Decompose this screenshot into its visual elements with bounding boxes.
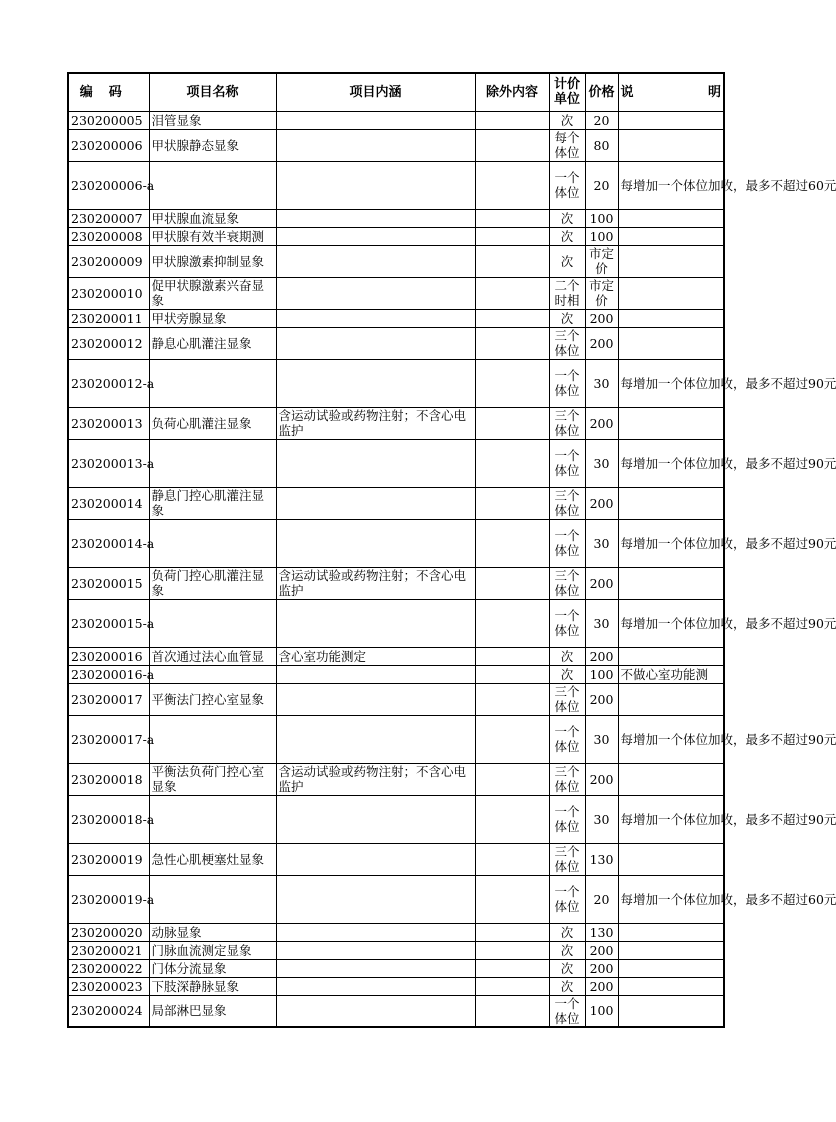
header-row (68, 73, 724, 111)
cell-note (618, 941, 724, 959)
cell-unit: 每个体位 (549, 129, 585, 161)
cell-unit: 一个体位 (549, 161, 585, 209)
header-note (618, 73, 724, 111)
cell-name: 下肢深静脉显象 (149, 977, 276, 995)
cell-price: 市定价 (585, 277, 618, 309)
table-row (68, 647, 724, 665)
cell-note (618, 209, 724, 227)
cell-content (276, 309, 475, 327)
cell-price: 20 (585, 875, 618, 923)
cell-note: 不做心室功能测 (618, 665, 724, 683)
cell-name: 泪管显象 (149, 111, 276, 129)
cell-exclude (475, 599, 549, 647)
cell-exclude (475, 995, 549, 1027)
cell-code: 230200014 (68, 487, 149, 519)
cell-note (618, 129, 724, 161)
table-row (68, 327, 724, 359)
cell-price: 市定价 (585, 245, 618, 277)
cell-content (276, 359, 475, 407)
table-row (68, 875, 724, 923)
cell-exclude (475, 487, 549, 519)
cell-exclude (475, 795, 549, 843)
cell-price: 130 (585, 923, 618, 941)
cell-code: 230200009 (68, 245, 149, 277)
cell-code: 230200021 (68, 941, 149, 959)
cell-exclude (475, 327, 549, 359)
cell-note (618, 309, 724, 327)
cell-code: 230200023 (68, 977, 149, 995)
cell-name: 促甲状腺激素兴奋显象 (149, 277, 276, 309)
cell-exclude (475, 647, 549, 665)
cell-note (618, 227, 724, 245)
cell-note (618, 277, 724, 309)
cell-note (618, 683, 724, 715)
cell-price: 130 (585, 843, 618, 875)
cell-content (276, 977, 475, 995)
cell-note (618, 407, 724, 439)
cell-name: 平衡法门控心室显象 (149, 683, 276, 715)
cell-price: 20 (585, 161, 618, 209)
cell-content (276, 959, 475, 977)
cell-exclude (475, 683, 549, 715)
table-row (68, 309, 724, 327)
cell-price: 30 (585, 439, 618, 487)
cell-exclude (475, 359, 549, 407)
cell-content (276, 715, 475, 763)
cell-name: 静息心肌灌注显象 (149, 327, 276, 359)
cell-code: 230200015-a (68, 599, 149, 647)
cell-price: 200 (585, 407, 618, 439)
price-table (67, 72, 836, 1028)
cell-name: 平衡法负荷门控心室显象 (149, 763, 276, 795)
cell-exclude (475, 941, 549, 959)
table-row (68, 129, 724, 161)
cell-price: 100 (585, 209, 618, 227)
cell-unit: 三个体位 (549, 487, 585, 519)
cell-content (276, 327, 475, 359)
cell-code: 230200011 (68, 309, 149, 327)
cell-code: 230200020 (68, 923, 149, 941)
cell-code: 230200012 (68, 327, 149, 359)
cell-exclude (475, 309, 549, 327)
cell-price: 200 (585, 567, 618, 599)
cell-note (618, 567, 724, 599)
cell-unit: 次 (549, 959, 585, 977)
cell-exclude (475, 959, 549, 977)
cell-name: 急性心肌梗塞灶显象 (149, 843, 276, 875)
cell-note (618, 959, 724, 977)
cell-code: 230200013-a (68, 439, 149, 487)
cell-exclude (475, 665, 549, 683)
cell-note (618, 245, 724, 277)
cell-code: 230200007 (68, 209, 149, 227)
cell-name: 甲状腺血流显象 (149, 209, 276, 227)
cell-content (276, 161, 475, 209)
cell-name: 首次通过法心血管显 (149, 647, 276, 665)
cell-price: 30 (585, 519, 618, 567)
cell-name (149, 875, 276, 923)
cell-price: 200 (585, 683, 618, 715)
cell-unit: 一个体位 (549, 715, 585, 763)
cell-unit: 次 (549, 209, 585, 227)
cell-code: 230200017-a (68, 715, 149, 763)
cell-code: 230200018 (68, 763, 149, 795)
cell-note (618, 977, 724, 995)
cell-price: 100 (585, 995, 618, 1027)
cell-exclude (475, 129, 549, 161)
cell-price: 200 (585, 941, 618, 959)
cell-code: 230200014-a (68, 519, 149, 567)
cell-name (149, 715, 276, 763)
cell-code: 230200019-a (68, 875, 149, 923)
cell-code: 230200024 (68, 995, 149, 1027)
cell-note: 每增加一个体位加收，最多不超过90元 (618, 519, 724, 567)
cell-code: 230200019 (68, 843, 149, 875)
cell-note (618, 327, 724, 359)
header-unit: 计价单位 (549, 73, 585, 111)
cell-name: 甲状旁腺显象 (149, 309, 276, 327)
cell-name: 门脉血流测定显象 (149, 941, 276, 959)
cell-content (276, 995, 475, 1027)
cell-price: 200 (585, 487, 618, 519)
cell-unit: 三个体位 (549, 407, 585, 439)
table-row (68, 487, 724, 519)
table-row (68, 683, 724, 715)
cell-price: 200 (585, 763, 618, 795)
cell-exclude (475, 277, 549, 309)
cell-price: 30 (585, 795, 618, 843)
cell-name (149, 161, 276, 209)
table-row (68, 407, 724, 439)
cell-code: 230200017 (68, 683, 149, 715)
table-row (68, 977, 724, 995)
cell-unit: 一个体位 (549, 359, 585, 407)
cell-code: 230200010 (68, 277, 149, 309)
cell-note (618, 111, 724, 129)
cell-content (276, 487, 475, 519)
cell-exclude (475, 875, 549, 923)
cell-content (276, 111, 475, 129)
cell-content: 含心室功能测定 (276, 647, 475, 665)
cell-name (149, 795, 276, 843)
header-code: 编码 (68, 73, 149, 111)
cell-name: 静息门控心肌灌注显象 (149, 487, 276, 519)
table-row (68, 227, 724, 245)
cell-name: 负荷心肌灌注显象 (149, 407, 276, 439)
cell-note: 每增加一个体位加收，最多不超过90元 (618, 359, 724, 407)
cell-name (149, 439, 276, 487)
header-price: 价格 (585, 73, 618, 111)
cell-note (618, 487, 724, 519)
cell-price: 200 (585, 647, 618, 665)
table-row (68, 209, 724, 227)
cell-price: 100 (585, 227, 618, 245)
cell-name (149, 665, 276, 683)
table-row (68, 567, 724, 599)
cell-price: 80 (585, 129, 618, 161)
cell-name: 负荷门控心肌灌注显象 (149, 567, 276, 599)
cell-exclude (475, 227, 549, 245)
cell-exclude (475, 209, 549, 227)
cell-content (276, 599, 475, 647)
table-row (68, 665, 724, 683)
cell-content: 含运动试验或药物注射；不含心电监护 (276, 763, 475, 795)
cell-note (618, 763, 724, 795)
cell-unit: 三个体位 (549, 683, 585, 715)
cell-code: 230200015 (68, 567, 149, 599)
header-note-second: 明 (707, 84, 721, 100)
cell-note: 每增加一个体位加收，最多不超过60元 (618, 161, 724, 209)
cell-note (618, 843, 724, 875)
cell-exclude (475, 407, 549, 439)
cell-unit: 一个体位 (549, 439, 585, 487)
cell-code: 230200022 (68, 959, 149, 977)
cell-name: 甲状腺有效半衰期测 (149, 227, 276, 245)
cell-content (276, 519, 475, 567)
cell-unit: 次 (549, 977, 585, 995)
cell-content (276, 941, 475, 959)
cell-exclude (475, 715, 549, 763)
table-row (68, 941, 724, 959)
cell-price: 200 (585, 959, 618, 977)
cell-content (276, 683, 475, 715)
cell-price: 30 (585, 359, 618, 407)
cell-name (149, 359, 276, 407)
header-note-first: 说 (620, 84, 634, 100)
cell-exclude (475, 843, 549, 875)
cell-code: 230200018-a (68, 795, 149, 843)
cell-note (618, 995, 724, 1027)
table-row (68, 923, 724, 941)
cell-name: 甲状腺静态显象 (149, 129, 276, 161)
header-exclude: 除外内容 (475, 73, 549, 111)
cell-unit: 次 (549, 665, 585, 683)
cell-code: 230200008 (68, 227, 149, 245)
table-row (68, 995, 724, 1027)
cell-note: 每增加一个体位加收，最多不超过60元 (618, 875, 724, 923)
table-row (68, 439, 724, 487)
cell-content (276, 665, 475, 683)
cell-note (618, 647, 724, 665)
table-row (68, 959, 724, 977)
cell-code: 230200016 (68, 647, 149, 665)
cell-name: 甲状腺激素抑制显象 (149, 245, 276, 277)
cell-unit: 一个体位 (549, 875, 585, 923)
table-row (68, 795, 724, 843)
table-row (68, 519, 724, 567)
cell-unit: 三个体位 (549, 763, 585, 795)
table-row (68, 715, 724, 763)
table-row (68, 111, 724, 129)
cell-code: 230200012-a (68, 359, 149, 407)
table-row (68, 277, 724, 309)
cell-content (276, 795, 475, 843)
cell-content (276, 227, 475, 245)
cell-unit: 一个体位 (549, 795, 585, 843)
cell-exclude (475, 161, 549, 209)
cell-unit: 二个时相 (549, 277, 585, 309)
cell-unit: 次 (549, 227, 585, 245)
cell-unit: 次 (549, 111, 585, 129)
cell-exclude (475, 977, 549, 995)
cell-content (276, 439, 475, 487)
header-name: 项目名称 (149, 73, 276, 111)
cell-content (276, 875, 475, 923)
cell-unit: 次 (549, 923, 585, 941)
cell-price: 100 (585, 665, 618, 683)
cell-content (276, 209, 475, 227)
cell-note: 每增加一个体位加收，最多不超过90元 (618, 439, 724, 487)
cell-unit: 次 (549, 309, 585, 327)
cell-note: 每增加一个体位加收，最多不超过90元 (618, 715, 724, 763)
table-row (68, 161, 724, 209)
cell-price: 20 (585, 111, 618, 129)
cell-exclude (475, 111, 549, 129)
cell-exclude (475, 763, 549, 795)
header-content: 项目内涵 (276, 73, 475, 111)
cell-code: 230200006-a (68, 161, 149, 209)
table-row (68, 599, 724, 647)
cell-content: 含运动试验或药物注射；不含心电监护 (276, 407, 475, 439)
cell-code: 230200016-a (68, 665, 149, 683)
cell-content: 含运动试验或药物注射；不含心电监护 (276, 567, 475, 599)
table-row (68, 843, 724, 875)
cell-price: 30 (585, 599, 618, 647)
cell-name: 动脉显象 (149, 923, 276, 941)
cell-unit: 一个体位 (549, 519, 585, 567)
cell-name (149, 519, 276, 567)
cell-price: 200 (585, 327, 618, 359)
cell-note: 每增加一个体位加收，最多不超过90元 (618, 795, 724, 843)
cell-unit: 次 (549, 941, 585, 959)
cell-unit: 次 (549, 647, 585, 665)
cell-note: 每增加一个体位加收，最多不超过90元 (618, 599, 724, 647)
cell-unit: 一个体位 (549, 599, 585, 647)
table-row (68, 763, 724, 795)
cell-content (276, 129, 475, 161)
cell-content (276, 245, 475, 277)
cell-price: 200 (585, 977, 618, 995)
cell-exclude (475, 439, 549, 487)
cell-unit: 次 (549, 245, 585, 277)
cell-exclude (475, 567, 549, 599)
cell-content (276, 923, 475, 941)
cell-note (618, 923, 724, 941)
table-row (68, 359, 724, 407)
cell-unit: 三个体位 (549, 327, 585, 359)
cell-unit: 三个体位 (549, 843, 585, 875)
cell-unit: 三个体位 (549, 567, 585, 599)
cell-exclude (475, 245, 549, 277)
cell-exclude (475, 923, 549, 941)
table-row (68, 245, 724, 277)
cell-name: 门体分流显象 (149, 959, 276, 977)
cell-unit: 一个体位 (549, 995, 585, 1027)
cell-code: 230200005 (68, 111, 149, 129)
cell-code: 230200006 (68, 129, 149, 161)
cell-code: 230200013 (68, 407, 149, 439)
cell-name (149, 599, 276, 647)
cell-content (276, 843, 475, 875)
cell-exclude (475, 519, 549, 567)
cell-name: 局部淋巴显象 (149, 995, 276, 1027)
cell-content (276, 277, 475, 309)
cell-price: 200 (585, 309, 618, 327)
cell-price: 30 (585, 715, 618, 763)
